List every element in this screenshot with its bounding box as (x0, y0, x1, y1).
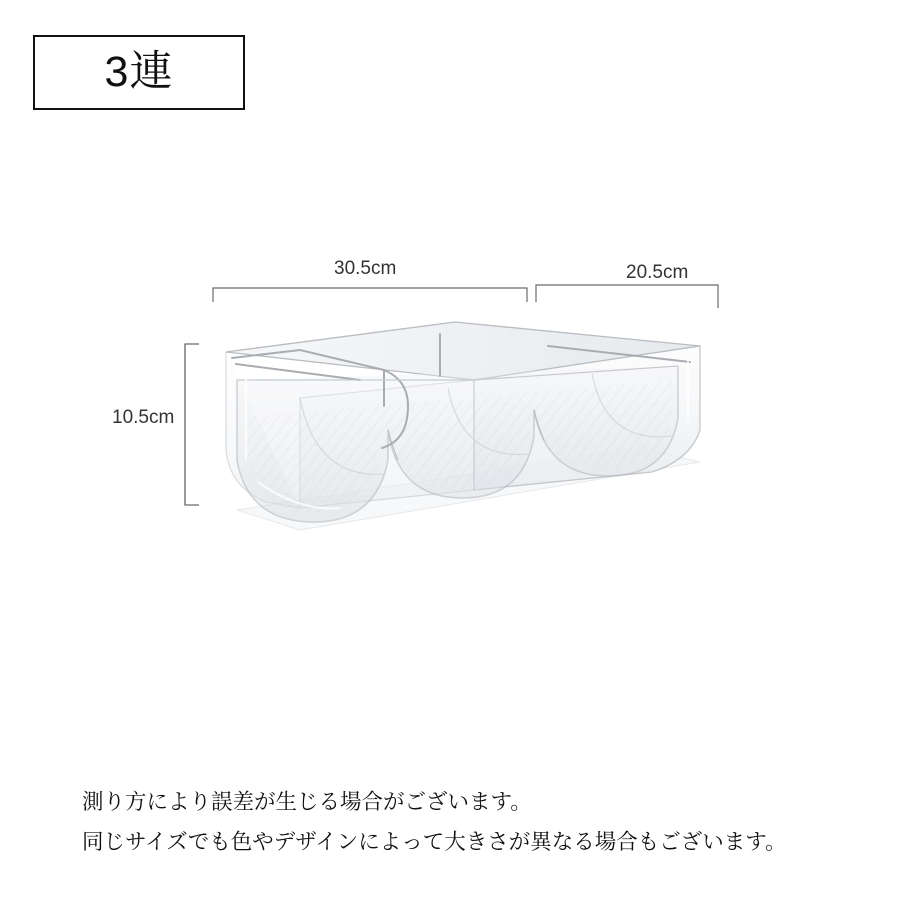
variant-badge-label: 3連 (104, 48, 174, 96)
dimension-label-depth: 20.5cm (626, 262, 689, 283)
note-line-2: 同じサイズでも色やデザインによって大きさが異なる場合もございます。 (82, 830, 787, 855)
dimension-label-width: 30.5cm (334, 258, 397, 279)
note-line-1: 測り方により誤差が生じる場合がございます。 (82, 790, 532, 814)
variant-badge (33, 35, 245, 110)
disclaimer-notes (82, 786, 872, 867)
dimension-label-height: 10.5cm (112, 407, 175, 428)
product-dimension-diagram (0, 130, 900, 750)
